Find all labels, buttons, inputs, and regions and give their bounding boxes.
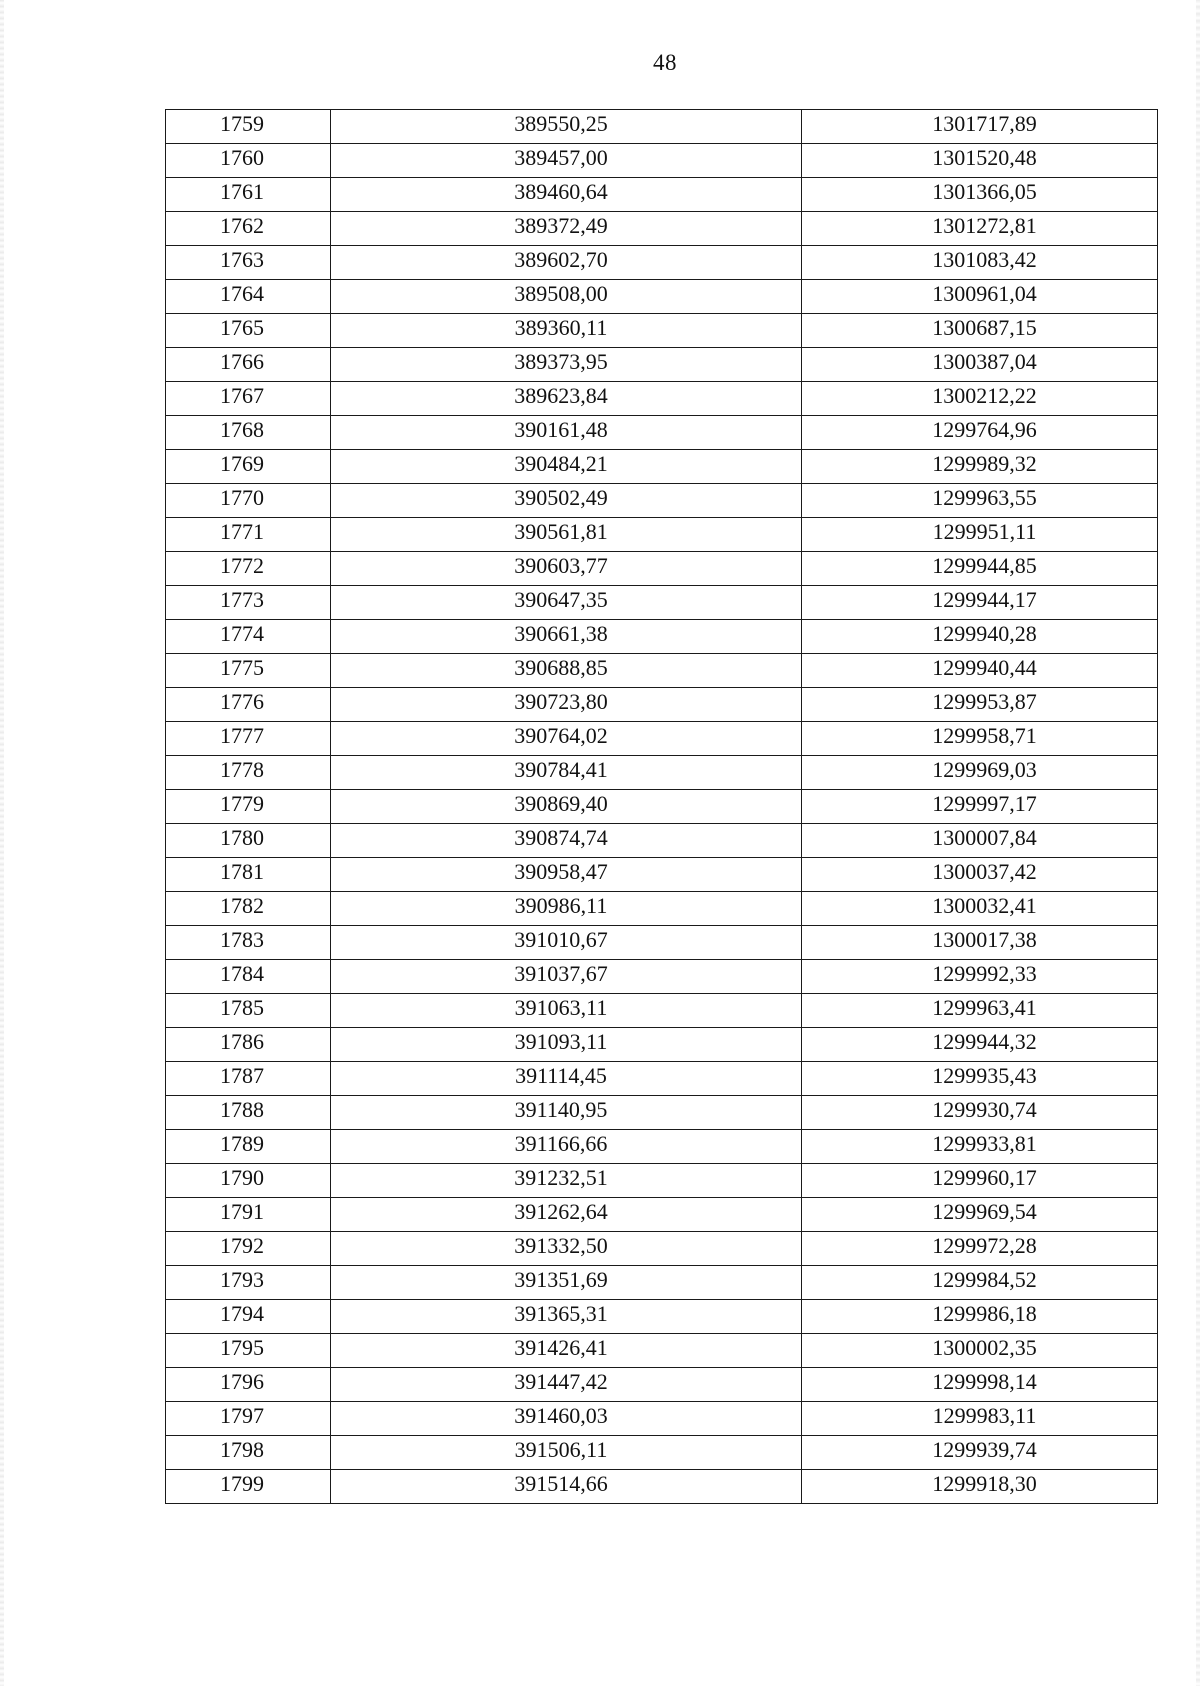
- point-number-cell: 1773: [166, 586, 331, 620]
- point-number-cell: 1798: [166, 1436, 331, 1470]
- y-coordinate-cell: 1299983,11: [802, 1402, 1158, 1436]
- x-coordinate-cell: 389602,70: [331, 246, 802, 280]
- y-coordinate-cell: 1299960,17: [802, 1164, 1158, 1198]
- table-row: [166, 688, 1158, 722]
- x-coordinate-cell: 391114,45: [331, 1062, 802, 1096]
- table-row: [166, 212, 1158, 246]
- x-coordinate-cell: 391166,66: [331, 1130, 802, 1164]
- x-coordinate-cell: 391426,41: [331, 1334, 802, 1368]
- y-coordinate-cell: 1299933,81: [802, 1130, 1158, 1164]
- x-coordinate-cell: 391063,11: [331, 994, 802, 1028]
- table-row: [166, 1402, 1158, 1436]
- table-row: [166, 314, 1158, 348]
- y-coordinate-cell: 1301717,89: [802, 110, 1158, 144]
- y-coordinate-cell: 1299944,32: [802, 1028, 1158, 1062]
- x-coordinate-cell: 389508,00: [331, 280, 802, 314]
- x-coordinate-cell: 391093,11: [331, 1028, 802, 1062]
- y-coordinate-cell: 1301366,05: [802, 178, 1158, 212]
- table-row: [166, 1130, 1158, 1164]
- table-row: [166, 994, 1158, 1028]
- point-number-cell: 1783: [166, 926, 331, 960]
- y-coordinate-cell: 1299944,85: [802, 552, 1158, 586]
- y-coordinate-cell: 1299969,03: [802, 756, 1158, 790]
- coordinates-table: [165, 109, 1158, 1504]
- point-number-cell: 1768: [166, 416, 331, 450]
- scan-edge-left: [0, 0, 4, 1686]
- x-coordinate-cell: 390647,35: [331, 586, 802, 620]
- table-row: [166, 586, 1158, 620]
- y-coordinate-cell: 1299939,74: [802, 1436, 1158, 1470]
- x-coordinate-cell: 391037,67: [331, 960, 802, 994]
- point-number-cell: 1776: [166, 688, 331, 722]
- y-coordinate-cell: 1299989,32: [802, 450, 1158, 484]
- table-row: [166, 552, 1158, 586]
- point-number-cell: 1774: [166, 620, 331, 654]
- x-coordinate-cell: 391506,11: [331, 1436, 802, 1470]
- page-number: 48: [653, 50, 677, 75]
- point-number-cell: 1765: [166, 314, 331, 348]
- y-coordinate-cell: 1299951,11: [802, 518, 1158, 552]
- point-number-cell: 1771: [166, 518, 331, 552]
- x-coordinate-cell: 390502,49: [331, 484, 802, 518]
- y-coordinate-cell: 1300212,22: [802, 382, 1158, 416]
- point-number-cell: 1789: [166, 1130, 331, 1164]
- x-coordinate-cell: 390874,74: [331, 824, 802, 858]
- x-coordinate-cell: 389373,95: [331, 348, 802, 382]
- x-coordinate-cell: 390688,85: [331, 654, 802, 688]
- x-coordinate-cell: 390958,47: [331, 858, 802, 892]
- point-number-cell: 1784: [166, 960, 331, 994]
- table-row: [166, 1028, 1158, 1062]
- y-coordinate-cell: 1300961,04: [802, 280, 1158, 314]
- y-coordinate-cell: 1301520,48: [802, 144, 1158, 178]
- point-number-cell: 1797: [166, 1402, 331, 1436]
- x-coordinate-cell: 389460,64: [331, 178, 802, 212]
- point-number-cell: 1770: [166, 484, 331, 518]
- x-coordinate-cell: 391332,50: [331, 1232, 802, 1266]
- x-coordinate-cell: 391365,31: [331, 1300, 802, 1334]
- table-row: [166, 144, 1158, 178]
- y-coordinate-cell: 1300387,04: [802, 348, 1158, 382]
- y-coordinate-cell: 1300037,42: [802, 858, 1158, 892]
- point-number-cell: 1766: [166, 348, 331, 382]
- table-row: [166, 1232, 1158, 1266]
- table-row: [166, 110, 1158, 144]
- table-row: [166, 1300, 1158, 1334]
- table-row: [166, 926, 1158, 960]
- table-row: [166, 246, 1158, 280]
- y-coordinate-cell: 1299997,17: [802, 790, 1158, 824]
- point-number-cell: 1796: [166, 1368, 331, 1402]
- x-coordinate-cell: 390484,21: [331, 450, 802, 484]
- table-row: [166, 484, 1158, 518]
- x-coordinate-cell: 390161,48: [331, 416, 802, 450]
- y-coordinate-cell: 1299953,87: [802, 688, 1158, 722]
- x-coordinate-cell: 391140,95: [331, 1096, 802, 1130]
- table-row: [166, 348, 1158, 382]
- x-coordinate-cell: 390561,81: [331, 518, 802, 552]
- y-coordinate-cell: 1301272,81: [802, 212, 1158, 246]
- y-coordinate-cell: 1299992,33: [802, 960, 1158, 994]
- point-number-cell: 1777: [166, 722, 331, 756]
- point-number-cell: 1767: [166, 382, 331, 416]
- point-number-cell: 1763: [166, 246, 331, 280]
- point-number-cell: 1780: [166, 824, 331, 858]
- table-row: [166, 790, 1158, 824]
- table-row: [166, 1096, 1158, 1130]
- table-row: [166, 1470, 1158, 1504]
- table-row: [166, 756, 1158, 790]
- y-coordinate-cell: 1299944,17: [802, 586, 1158, 620]
- x-coordinate-cell: 391514,66: [331, 1470, 802, 1504]
- x-coordinate-cell: 391447,42: [331, 1368, 802, 1402]
- y-coordinate-cell: 1300017,38: [802, 926, 1158, 960]
- table-row: [166, 1164, 1158, 1198]
- table-row: [166, 178, 1158, 212]
- point-number-cell: 1778: [166, 756, 331, 790]
- point-number-cell: 1761: [166, 178, 331, 212]
- point-number-cell: 1792: [166, 1232, 331, 1266]
- y-coordinate-cell: 1299963,41: [802, 994, 1158, 1028]
- table-row: [166, 1368, 1158, 1402]
- y-coordinate-cell: 1299972,28: [802, 1232, 1158, 1266]
- point-number-cell: 1785: [166, 994, 331, 1028]
- table-row: [166, 1334, 1158, 1368]
- y-coordinate-cell: 1299764,96: [802, 416, 1158, 450]
- x-coordinate-cell: 389623,84: [331, 382, 802, 416]
- x-coordinate-cell: 391460,03: [331, 1402, 802, 1436]
- table-row: [166, 1198, 1158, 1232]
- y-coordinate-cell: 1299984,52: [802, 1266, 1158, 1300]
- table-row: [166, 1062, 1158, 1096]
- y-coordinate-cell: 1299969,54: [802, 1198, 1158, 1232]
- y-coordinate-cell: 1299940,44: [802, 654, 1158, 688]
- x-coordinate-cell: 389550,25: [331, 110, 802, 144]
- table-row: [166, 416, 1158, 450]
- x-coordinate-cell: 390723,80: [331, 688, 802, 722]
- table-row: [166, 858, 1158, 892]
- x-coordinate-cell: 389360,11: [331, 314, 802, 348]
- table-row: [166, 654, 1158, 688]
- x-coordinate-cell: 390661,38: [331, 620, 802, 654]
- table-row: [166, 722, 1158, 756]
- y-coordinate-cell: 1299958,71: [802, 722, 1158, 756]
- table-row: [166, 450, 1158, 484]
- y-coordinate-cell: 1299986,18: [802, 1300, 1158, 1334]
- point-number-cell: 1786: [166, 1028, 331, 1062]
- table-row: [166, 1266, 1158, 1300]
- coordinates-table-body: [166, 110, 1158, 1504]
- x-coordinate-cell: 389372,49: [331, 212, 802, 246]
- point-number-cell: 1772: [166, 552, 331, 586]
- x-coordinate-cell: 391232,51: [331, 1164, 802, 1198]
- y-coordinate-cell: 1299940,28: [802, 620, 1158, 654]
- x-coordinate-cell: 390784,41: [331, 756, 802, 790]
- table-row: [166, 892, 1158, 926]
- x-coordinate-cell: 390764,02: [331, 722, 802, 756]
- point-number-cell: 1793: [166, 1266, 331, 1300]
- y-coordinate-cell: 1300687,15: [802, 314, 1158, 348]
- point-number-cell: 1795: [166, 1334, 331, 1368]
- y-coordinate-cell: 1299918,30: [802, 1470, 1158, 1504]
- y-coordinate-cell: 1299998,14: [802, 1368, 1158, 1402]
- point-number-cell: 1779: [166, 790, 331, 824]
- y-coordinate-cell: 1299930,74: [802, 1096, 1158, 1130]
- point-number-cell: 1775: [166, 654, 331, 688]
- scan-edge-right: [1196, 0, 1200, 1686]
- y-coordinate-cell: 1300007,84: [802, 824, 1158, 858]
- point-number-cell: 1788: [166, 1096, 331, 1130]
- point-number-cell: 1764: [166, 280, 331, 314]
- point-number-cell: 1762: [166, 212, 331, 246]
- y-coordinate-cell: 1299963,55: [802, 484, 1158, 518]
- point-number-cell: 1760: [166, 144, 331, 178]
- table-row: [166, 620, 1158, 654]
- point-number-cell: 1769: [166, 450, 331, 484]
- point-number-cell: 1791: [166, 1198, 331, 1232]
- point-number-cell: 1782: [166, 892, 331, 926]
- y-coordinate-cell: 1300032,41: [802, 892, 1158, 926]
- x-coordinate-cell: 391351,69: [331, 1266, 802, 1300]
- point-number-cell: 1799: [166, 1470, 331, 1504]
- x-coordinate-cell: 390986,11: [331, 892, 802, 926]
- table-row: [166, 518, 1158, 552]
- y-coordinate-cell: 1300002,35: [802, 1334, 1158, 1368]
- table-row: [166, 824, 1158, 858]
- y-coordinate-cell: 1299935,43: [802, 1062, 1158, 1096]
- table-row: [166, 280, 1158, 314]
- table-row: [166, 1436, 1158, 1470]
- table-row: [166, 960, 1158, 994]
- point-number-cell: 1759: [166, 110, 331, 144]
- point-number-cell: 1794: [166, 1300, 331, 1334]
- table-row: [166, 382, 1158, 416]
- point-number-cell: 1781: [166, 858, 331, 892]
- x-coordinate-cell: 391010,67: [331, 926, 802, 960]
- x-coordinate-cell: 391262,64: [331, 1198, 802, 1232]
- x-coordinate-cell: 390869,40: [331, 790, 802, 824]
- point-number-cell: 1787: [166, 1062, 331, 1096]
- y-coordinate-cell: 1301083,42: [802, 246, 1158, 280]
- point-number-cell: 1790: [166, 1164, 331, 1198]
- x-coordinate-cell: 389457,00: [331, 144, 802, 178]
- x-coordinate-cell: 390603,77: [331, 552, 802, 586]
